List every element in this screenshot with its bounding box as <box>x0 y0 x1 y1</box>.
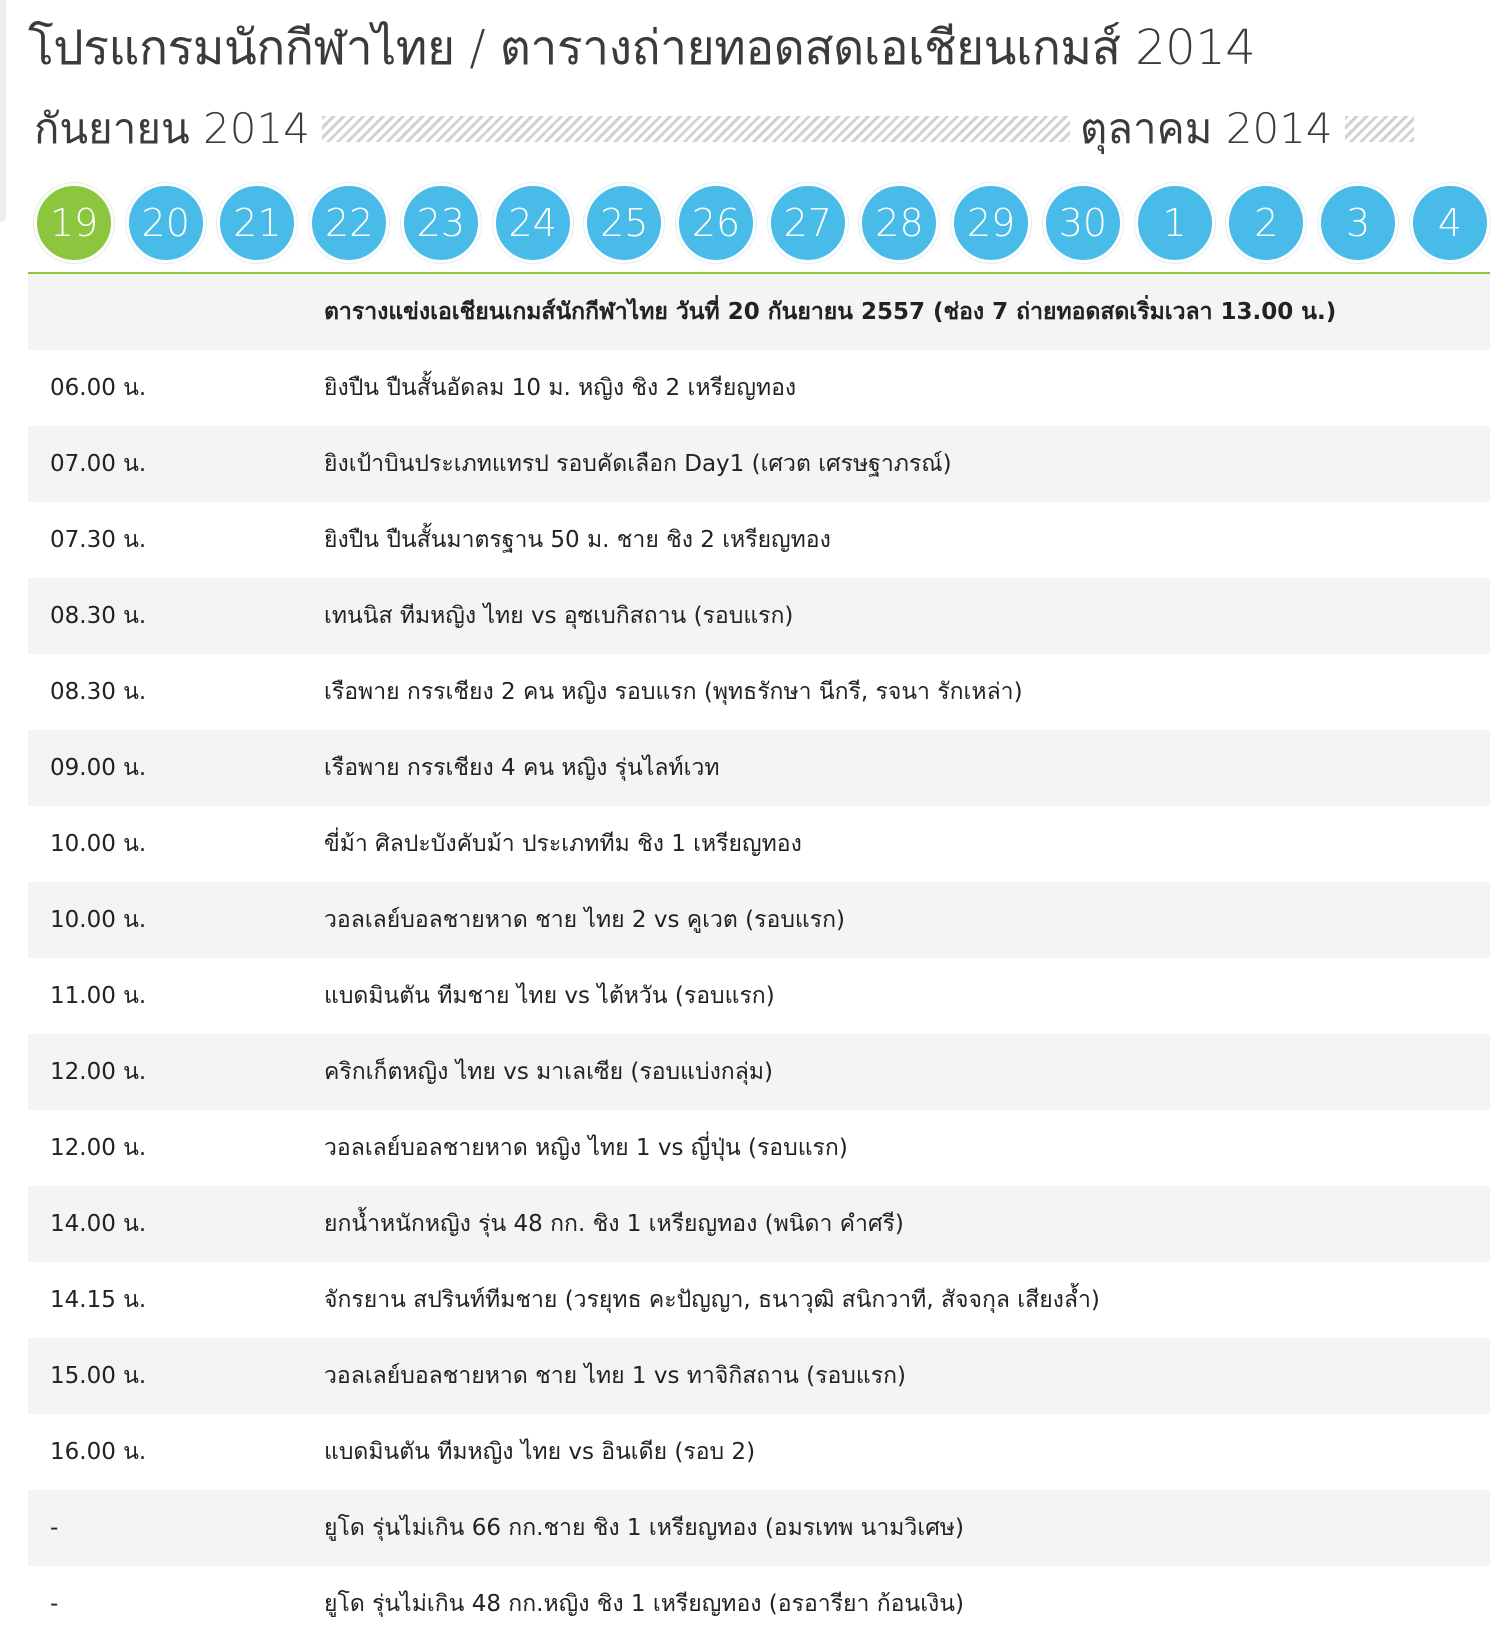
date-button-sep-28[interactable]: 28 <box>859 183 939 263</box>
date-button-sep-22[interactable]: 22 <box>309 183 389 263</box>
event-time: 12.00 น. <box>50 1059 147 1085</box>
event-description: ยิงปืน ปืนสั้นมาตรฐาน 50 ม. ชาย ชิง 2 เหรียญทอง <box>324 527 831 553</box>
event-description: เรือพาย กรรเชียง 4 คน หญิง รุ่นไลท์เวท <box>324 755 720 781</box>
event-time: 08.30 น. <box>50 679 147 705</box>
event-time: 10.00 น. <box>50 907 147 933</box>
date-button-sep-25[interactable]: 25 <box>584 183 664 263</box>
table-row <box>28 578 1490 654</box>
event-description: ยิงเป้าบินประเภทแทรป รอบคัดเลือก Day1 (เศวต เศรษฐาภรณ์) <box>324 451 952 477</box>
event-description: ยูโด รุ่นไม่เกิน 66 กก.ชาย ชิง 1 เหรียญทอง (อมรเทพ นามวิเศษ) <box>324 1515 964 1541</box>
event-time: - <box>50 1515 59 1541</box>
month-header-september <box>34 96 1070 162</box>
schedule-header-row <box>28 274 1490 350</box>
month-label-september: กันยายน 2014 <box>34 104 310 153</box>
table-row <box>28 426 1490 502</box>
event-time: 12.00 น. <box>50 1135 147 1161</box>
schedule-table <box>28 274 1490 1642</box>
month-divider-stripe <box>322 116 1070 142</box>
event-time: 14.15 น. <box>50 1287 147 1313</box>
table-row <box>28 1110 1490 1186</box>
month-header-october <box>1080 96 1414 162</box>
table-row <box>28 1034 1490 1110</box>
event-time: 15.00 น. <box>50 1363 147 1389</box>
event-description: แบดมินตัน ทีมหญิง ไทย vs อินเดีย (รอบ 2) <box>324 1439 756 1465</box>
event-time: 11.00 น. <box>50 983 147 1009</box>
date-button-sep-19[interactable]: 19 <box>34 183 114 263</box>
table-row <box>28 654 1490 730</box>
event-description: เรือพาย กรรเชียง 2 คน หญิง รอบแรก (พุทธรักษา นีกรี, รจนา รักเหล่า) <box>324 679 1023 705</box>
event-description: เทนนิส ทีมหญิง ไทย vs อุซเบกิสถาน (รอบแรก) <box>324 603 794 629</box>
table-row <box>28 502 1490 578</box>
page-title: โปรแกรมนักกีฬาไทย / ตารางถ่ายทอดสดเอเชียนเกมส์ 2014 <box>28 20 1256 76</box>
table-row <box>28 730 1490 806</box>
schedule-header-title: ตารางแข่งเอเชียนเกมส์นักกีฬาไทย วันที่ 20 กันยายน 2557 (ช่อง 7 ถ่ายทอดสดเริ่มเวลา 13.00 น.) <box>324 299 1337 325</box>
event-description: ขี่ม้า ศิลปะบังคับม้า ประเภททีม ชิง 1 เหรียญทอง <box>324 831 802 857</box>
date-button-oct-4[interactable]: 4 <box>1410 183 1490 263</box>
event-description: แบดมินตัน ทีมชาย ไทย vs ไต้หวัน (รอบแรก) <box>324 983 775 1009</box>
table-row <box>28 350 1490 426</box>
event-description: วอลเลย์บอลชายหาด ชาย ไทย 1 vs ทาจิกิสถาน (รอบแรก) <box>324 1363 906 1389</box>
event-description: วอลเลย์บอลชายหาด หญิง ไทย 1 vs ญี่ปุ่น (รอบแรก) <box>324 1135 848 1161</box>
date-button-oct-3[interactable]: 3 <box>1318 183 1398 263</box>
event-time: 14.00 น. <box>50 1211 147 1237</box>
date-selector <box>34 183 1490 265</box>
month-divider-stripe <box>1345 116 1414 142</box>
event-time: 09.00 น. <box>50 755 147 781</box>
table-row <box>28 1262 1490 1338</box>
table-row <box>28 1490 1490 1566</box>
table-row <box>28 882 1490 958</box>
date-button-sep-23[interactable]: 23 <box>401 183 481 263</box>
event-time: 07.30 น. <box>50 527 147 553</box>
date-button-oct-2[interactable]: 2 <box>1226 183 1306 263</box>
event-time: 10.00 น. <box>50 831 147 857</box>
date-button-sep-20[interactable]: 20 <box>126 183 206 263</box>
date-button-sep-27[interactable]: 27 <box>768 183 848 263</box>
table-row <box>28 1414 1490 1490</box>
event-time: 06.00 น. <box>50 375 147 401</box>
table-row <box>28 1566 1490 1642</box>
date-button-sep-30[interactable]: 30 <box>1043 183 1123 263</box>
event-description: ยูโด รุ่นไม่เกิน 48 กก.หญิง ชิง 1 เหรียญทอง (อรอารียา ก้อนเงิน) <box>324 1591 964 1617</box>
table-row <box>28 1338 1490 1414</box>
left-edge-decoration <box>0 0 6 222</box>
event-time: 07.00 น. <box>50 451 147 477</box>
event-description: ยิงปืน ปืนสั้นอัดลม 10 ม. หญิง ชิง 2 เหรียญทอง <box>324 375 797 401</box>
month-label-october: ตุลาคม 2014 <box>1080 104 1333 153</box>
event-description: วอลเลย์บอลชายหาด ชาย ไทย 2 vs คูเวต (รอบแรก) <box>324 907 845 933</box>
date-button-oct-1[interactable]: 1 <box>1135 183 1215 263</box>
event-time: - <box>50 1591 59 1617</box>
date-button-sep-26[interactable]: 26 <box>676 183 756 263</box>
table-row <box>28 958 1490 1034</box>
event-time: 16.00 น. <box>50 1439 147 1465</box>
event-description: ยกน้ำหนักหญิง รุ่น 48 กก. ชิง 1 เหรียญทอง (พนิดา คำศรี) <box>324 1211 904 1237</box>
date-button-sep-24[interactable]: 24 <box>493 183 573 263</box>
table-row <box>28 806 1490 882</box>
event-description: จักรยาน สปรินท์ทีมชาย (วรยุทธ คะปัญญา, ธนาวุฒิ สนิกวาที, สัจจกุล เสียงล้ำ) <box>324 1287 1100 1313</box>
date-button-sep-21[interactable]: 21 <box>217 183 297 263</box>
table-row <box>28 1186 1490 1262</box>
event-description: คริกเก็ตหญิง ไทย vs มาเลเซีย (รอบแบ่งกลุ่ม) <box>324 1059 773 1085</box>
date-button-sep-29[interactable]: 29 <box>951 183 1031 263</box>
event-time: 08.30 น. <box>50 603 147 629</box>
